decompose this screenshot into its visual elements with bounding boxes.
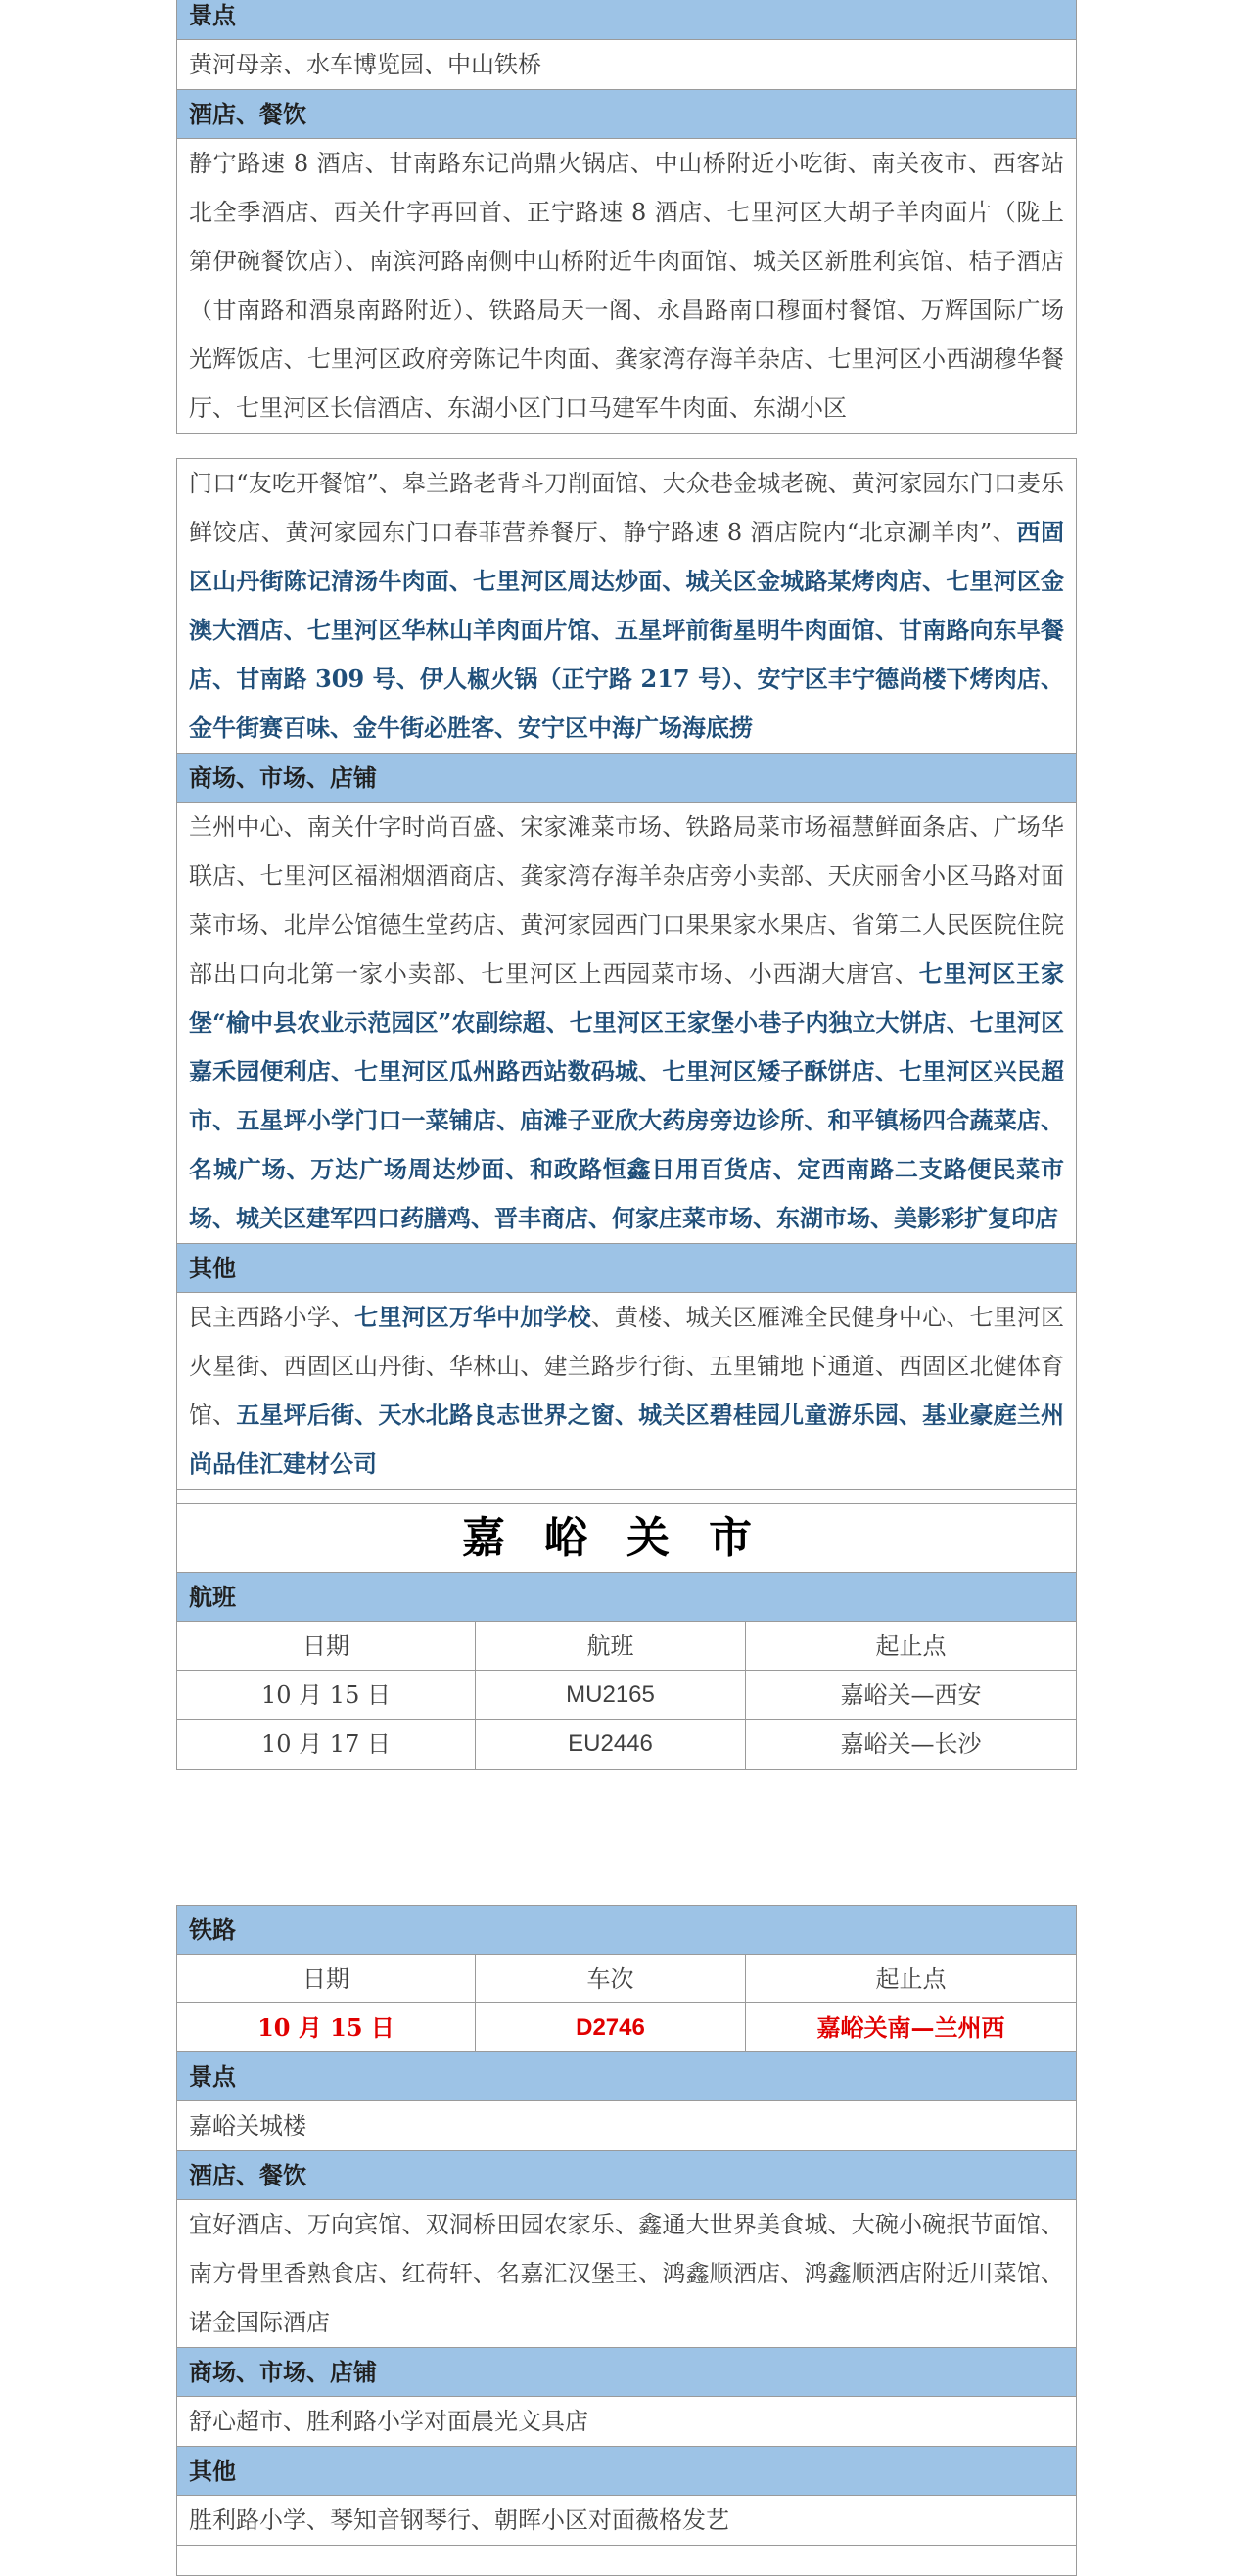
flight-route: 嘉峪关—长沙 bbox=[840, 1730, 982, 1758]
flights-header: 航班 bbox=[177, 1573, 1076, 1622]
shops-text bbox=[177, 803, 1076, 1244]
jy-shops-header: 商场、市场、店铺 bbox=[177, 2348, 1076, 2397]
dining-header: 酒店、餐饮 bbox=[177, 90, 1076, 139]
rail-date: 10 月 15 日 bbox=[177, 2003, 476, 2051]
jy-dining-header: 酒店、餐饮 bbox=[177, 2151, 1076, 2200]
others-text-b: 七里河区万华中加学校 bbox=[354, 1303, 591, 1331]
jy-attractions-header: 景点 bbox=[177, 2052, 1076, 2101]
flights-col-flight: 航班 bbox=[476, 1622, 746, 1670]
shops-header: 商场、市场、店铺 bbox=[177, 754, 1076, 803]
jy-shops-text: 舒心超市、胜利路小学对面晨光文具店 bbox=[177, 2397, 1076, 2447]
dining-text-part2 bbox=[177, 459, 1076, 754]
flights-col-route: 起止点 bbox=[875, 1633, 947, 1660]
rail-train-number: D2746 bbox=[476, 2003, 746, 2051]
attractions-text: 黄河母亲、水车博览园、中山铁桥 bbox=[177, 40, 1076, 90]
flights-header-row bbox=[177, 1622, 1076, 1671]
others-header: 其他 bbox=[177, 1244, 1076, 1293]
dining-text-part2-highlight: 西固区山丹街陈记清汤牛肉面、七里河区周达炒面、城关区金城路某烤肉店、七里河区金澳大酒店、七里河区华林山羊肉面片馆、五星坪前街星明牛肉面馆、甘南路向东早餐店、甘南路 309 号、伊人椒火锅（正宁路 217 号）、安宁区丰宁德尚楼下烤肉店、金牛街赛百味、金牛街必胜客、安宁区中海广场海底捞 bbox=[189, 518, 1064, 742]
others-text bbox=[177, 1293, 1076, 1490]
flight-date: 10 月 17 日 bbox=[177, 1720, 476, 1769]
spacer-row bbox=[177, 2546, 1076, 2575]
shops-text-highlight: 七里河区王家堡“榆中县农业示范园区”农副综超、七里河区王家堡小巷子内独立大饼店、七里河区嘉禾园便利店、七里河区瓜州路西站数码城、七里河区矮子酥饼店、七里河区兴民超市、五星坪小学门口一菜铺店、庙滩子亚欣大药房旁边诊所、和平镇杨四合蔬菜店、名城广场、万达广场周达炒面、和政路恒鑫日用百货店、定西南路二支路便民菜市场、城关区建军四口药膳鸡、晋丰商店、何家庄菜市场、东湖市场、美影彩扩复印店 bbox=[189, 959, 1065, 1232]
others-text-c: 、黄楼、城关区雁滩全民健身中心、七里河区火星街、西固区山丹街、华林山、建兰路步行街、五里铺地下通道、西固区北健体育馆、 bbox=[189, 1304, 1065, 1429]
rail-col-date: 日期 bbox=[177, 1955, 476, 2002]
rail-col-route: 起止点 bbox=[875, 1965, 947, 1993]
flight-route: 嘉峪关—西安 bbox=[840, 1681, 982, 1709]
jy-others-text: 胜利路小学、琴知音钢琴行、朝晖小区对面薇格发艺 bbox=[177, 2496, 1076, 2546]
lanzhou-section-top bbox=[176, 0, 1077, 434]
flight-number: EU2446 bbox=[476, 1720, 746, 1769]
rail-header: 铁路 bbox=[177, 1906, 1076, 1955]
city-title: 嘉峪关市 bbox=[177, 1504, 1076, 1573]
dining-text-part2-normal: 门口“友吃开餐馆”、皋兰路老背斗刀削面馆、大众巷金城老碗、黄河家园东门口麦乐鲜饺店、黄河家园东门口春菲营养餐厅、静宁路速 8 酒店院内“北京涮羊肉”、 bbox=[189, 470, 1064, 546]
rail-row bbox=[177, 2003, 1076, 2052]
jiayuguan-section bbox=[176, 1905, 1077, 2576]
jy-others-header: 其他 bbox=[177, 2447, 1076, 2496]
others-text-d: 五星坪后街、天水北路良志世界之窗、城关区碧桂园儿童游乐园、基业豪庭兰州尚品佳汇建材公司 bbox=[189, 1401, 1065, 1478]
flight-date: 10 月 15 日 bbox=[177, 1671, 476, 1719]
lanzhou-section-continued bbox=[176, 458, 1077, 1770]
jy-attractions-text: 嘉峪关城楼 bbox=[177, 2101, 1076, 2151]
others-text-a: 民主西路小学、 bbox=[189, 1304, 355, 1331]
shops-text-normal: 兰州中心、南关什字时尚百盛、宋家滩菜市场、铁路局菜市场福慧鲜面条店、广场华联店、七里河区福湘烟酒商店、龚家湾存海羊杂店旁小卖部、天庆丽舍小区马路对面菜市场、北岸公馆德生堂药店、黄河家园西门口果果家水果店、省第二人民医院住院部出口向北第一家小卖部、七里河区上西园菜市场、小西湖大唐宫、 bbox=[189, 813, 1064, 988]
spacer-row bbox=[177, 1490, 1076, 1504]
flight-row bbox=[177, 1720, 1076, 1769]
flight-number: MU2165 bbox=[476, 1671, 746, 1719]
jy-dining-text: 宜好酒店、万向宾馆、双洞桥田园农家乐、鑫通大世界美食城、大碗小碗抿节面馆、南方骨里香熟食店、红荷轩、名嘉汇汉堡王、鸿鑫顺酒店、鸿鑫顺酒店附近川菜馆、诺金国际酒店 bbox=[177, 2200, 1076, 2348]
dining-text-part1: 静宁路速 8 酒店、甘南路东记尚鼎火锅店、中山桥附近小吃街、南关夜市、西客站北全季酒店、西关什字再回首、正宁路速 8 酒店、七里河区大胡子羊肉面片（陇上第伊碗餐饮店）、南滨河路南侧中山桥附近牛肉面馆、城关区新胜利宾馆、桔子酒店（甘南路和酒泉南路附近）、铁路局天一阁、永昌路南口穆面村餐馆、万辉国际广场光辉饭店、七里河区政府旁陈记牛肉面、龚家湾存海羊杂店、七里河区小西湖穆华餐厅、七里河区长信酒店、东湖小区门口马建军牛肉面、东湖小区 bbox=[189, 150, 1064, 422]
rail-header-row bbox=[177, 1955, 1076, 2003]
flight-row bbox=[177, 1671, 1076, 1720]
attractions-header: 景点 bbox=[177, 0, 1076, 40]
flights-col-date: 日期 bbox=[177, 1622, 476, 1670]
rail-route: 嘉峪关南—兰州西 bbox=[816, 2013, 1005, 2042]
rail-col-train: 车次 bbox=[476, 1955, 746, 2002]
